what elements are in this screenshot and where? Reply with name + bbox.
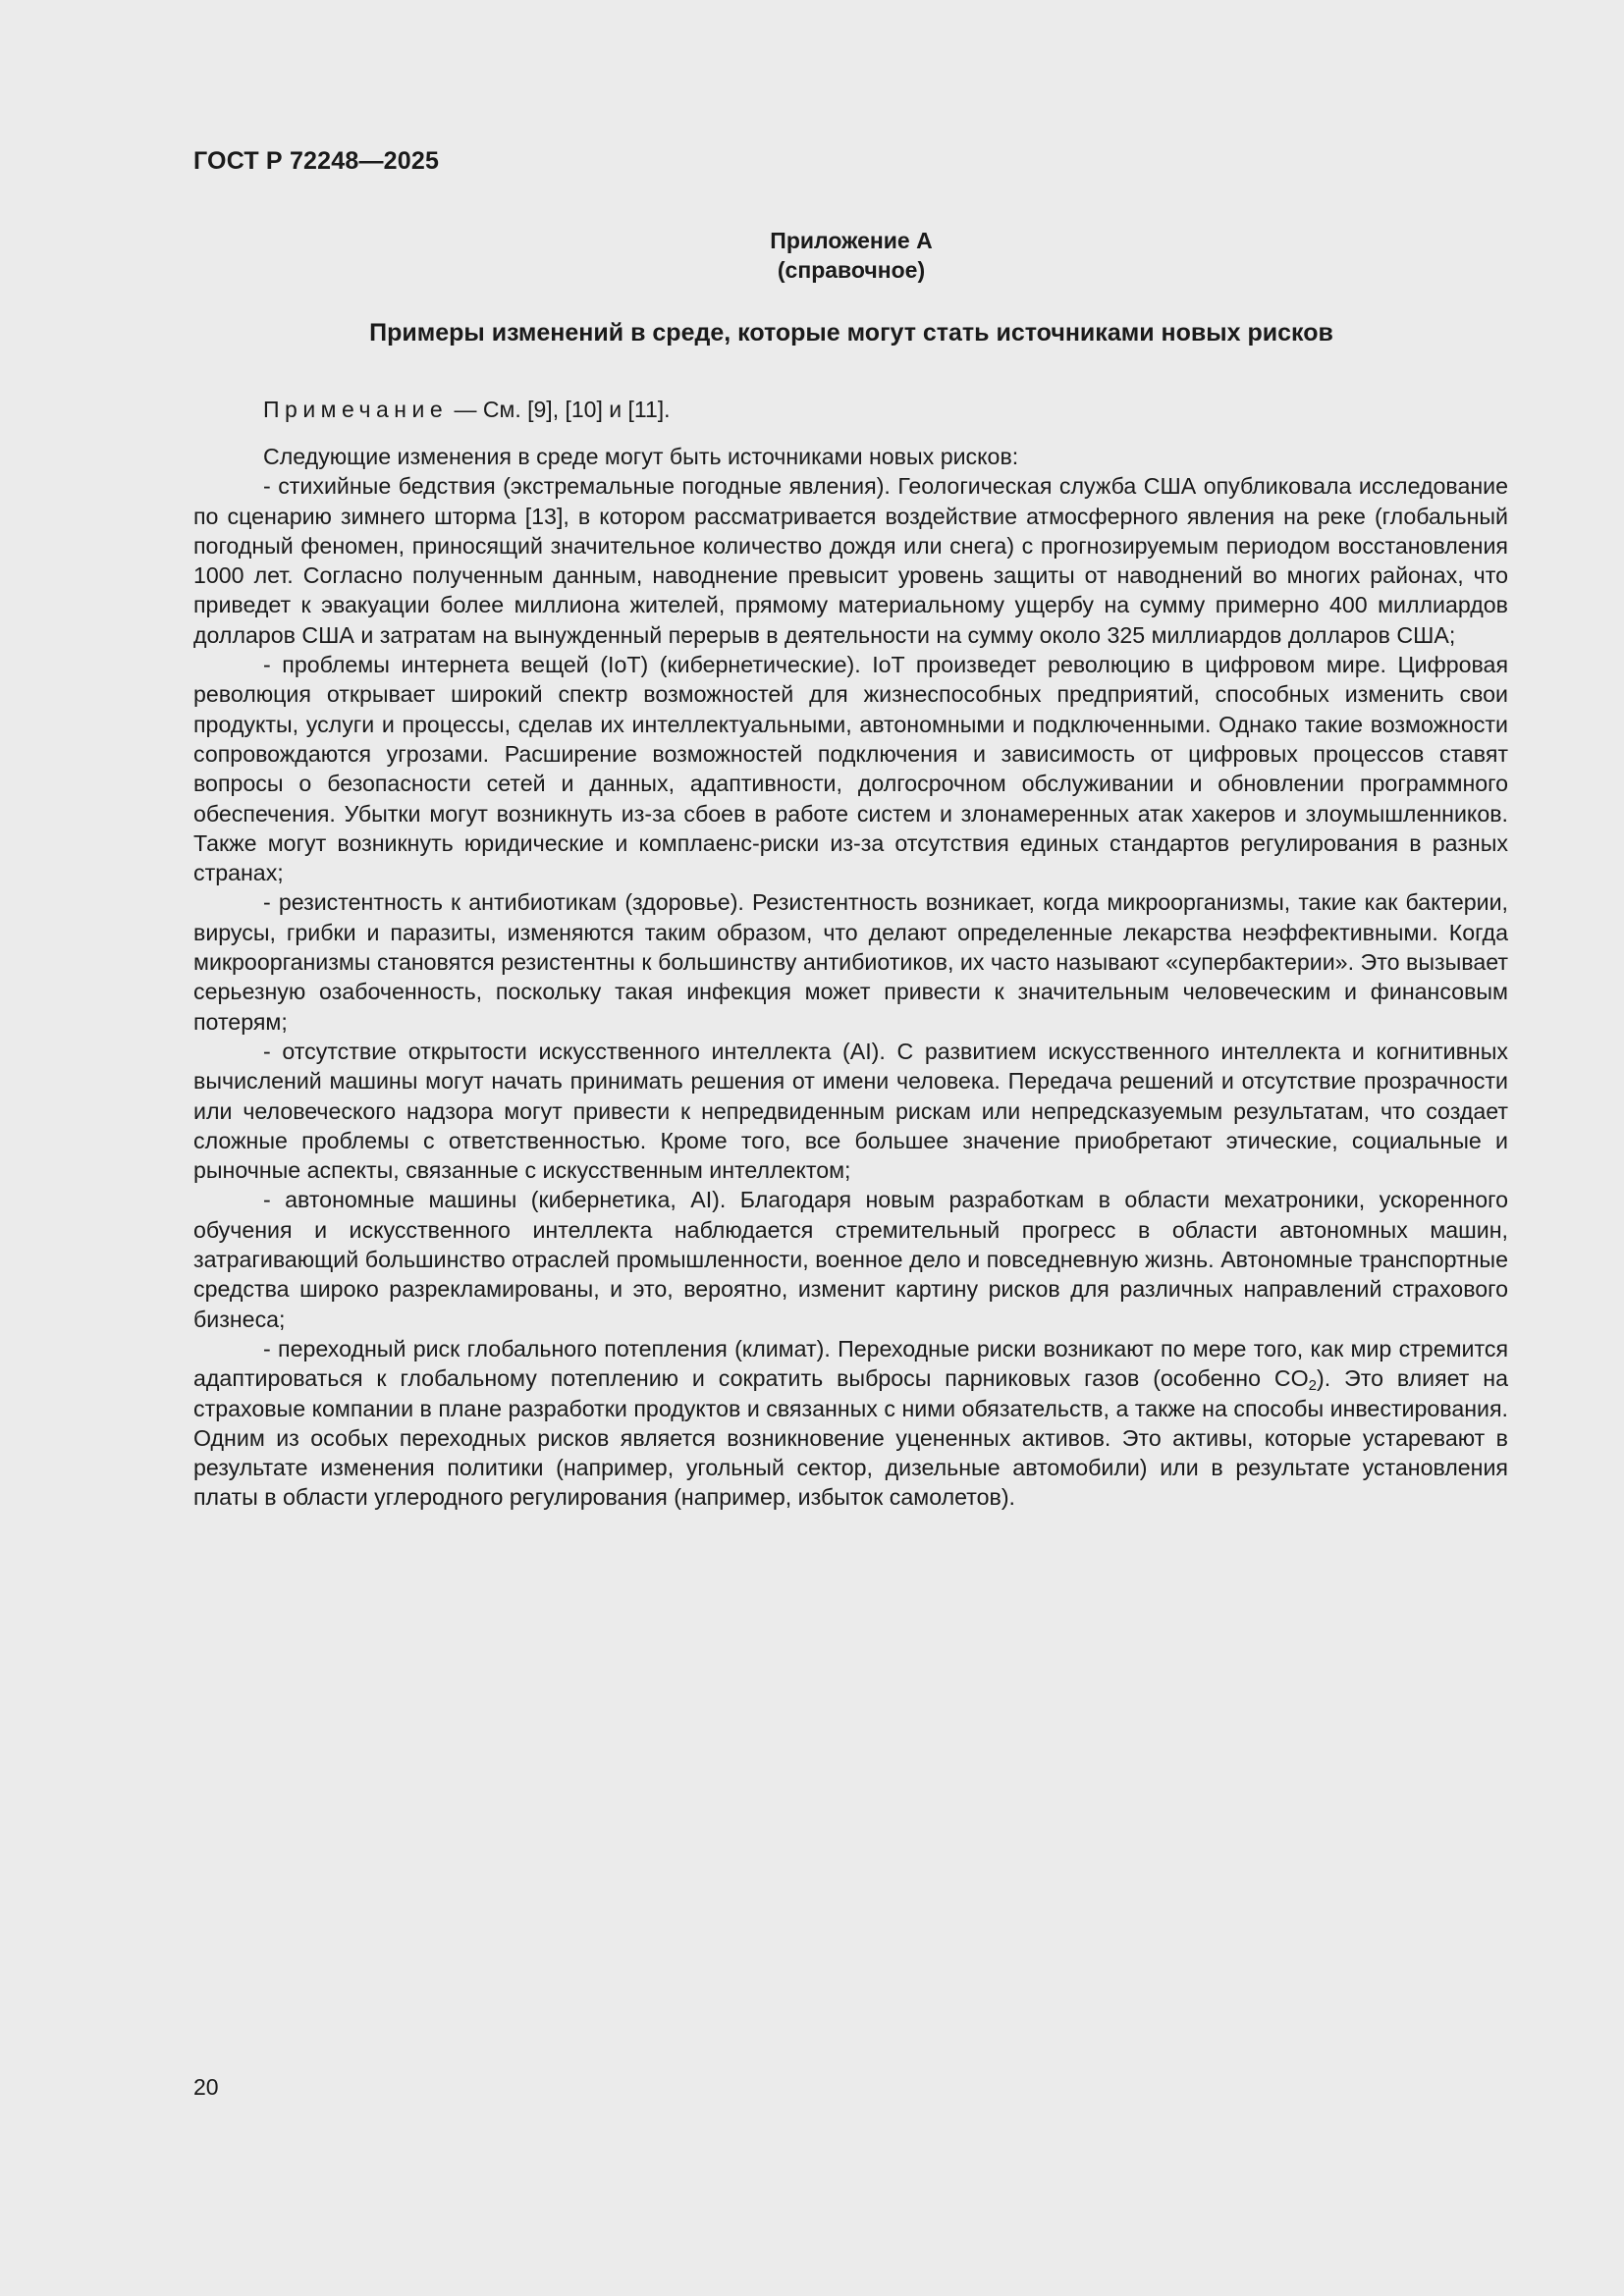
paragraph-natural-disasters: - стихийные бедствия (экстремальные погодные явления). Геологическая служба США опубликовала исследование по сценарию зимнего шторма [13], в котором рассматривается воздействие атмосферного явления на реке (глобальный погодный феномен, приносящий значительное количество дождя или снега) с прогнозируемым периодом восстановления 1000 лет. Согласно полученным данным, наводнение превысит уровень защиты от наводнений во многих районах, что приведет к эвакуации более миллиона жителей, прямому материальному ущербу на сумму примерно 400 миллиардов долларов США и затратам на вынужденный перерыв в деятельности на сумму около 325 миллиардов долларов США; [193, 473, 1508, 648]
body-text [193, 442, 1508, 1513]
note-label: Примечание [263, 397, 449, 422]
paragraph-iot: - проблемы интернета вещей (IoT) (кибернетические). IoT произведет революцию в цифровом мире. Цифровая революция открывает широкий спектр возможностей для жизнеспособных предприятий, способных изменить свои продукты, услуги и процессы, сделав их интеллектуальными, автономными и подключенными. Однако такие возможности сопровождаются угрозами. Расширение возможностей подключения и зависимость от цифровых процессов ставят вопросы о безопасности сетей и данных, адаптивности, долгосрочном обслуживании и обновлении программного обеспечения. Убытки могут возникнуть из-за сбоев в работе систем и злонамеренных атак хакеров и злоумышленников. Также могут возникнуть юридические и комплаенс-риски из-за отсутствия единых стандартов регулирования в разных странах; [193, 652, 1508, 886]
paragraph-intro: Следующие изменения в среде могут быть источниками новых рисков: [263, 444, 1019, 469]
annex-heading: Примеры изменений в среде, которые могут стать источниками новых рисков [369, 319, 1333, 347]
note-text: — См. [9], [10] и [11]. [448, 397, 671, 422]
note [263, 397, 671, 423]
annex-type: (справочное) [777, 257, 926, 283]
document-code: ГОСТ Р 72248—2025 [193, 147, 440, 175]
page-number: 20 [193, 2074, 219, 2100]
co2-subscript: 2 [1308, 1377, 1317, 1395]
paragraph-climate-transition [193, 1334, 1508, 1513]
paragraph-climate-part1: - переходный риск глобального потепления (климат). Переходные риски возникают по мере того, как мир стремится адаптироваться к глобальному потеплению и сократить выбросы парниковых газов (особенно CO [193, 1335, 1508, 1392]
paragraph-climate-part2: ). Это влияет на страховые компании в плане разработки продуктов и связанных с ними обязательств, а также на способы инвестирования. Одним из особых переходных рисков является возникновение уцененных активов. Это активы, которые устаревают в результате изменения политики (например, угольный сектор, дизельные автомобили) или в результате установления платы в области углеродного регулирования (например, избыток самолетов). [193, 1365, 1508, 1511]
paragraph-ai-transparency: - отсутствие открытости искусственного интеллекта (AI). С развитием искусственного интеллекта и когнитивных вычислений машины могут начать принимать решения от имени человека. Передача решений и отсутствие прозрачности или человеческого надзора могут привести к непредвиденным рискам или непредсказуемым результатам, что создает сложные проблемы с ответственностью. Кроме того, все большее значение приобретают этические, социальные и рыночные аспекты, связанные с искусственным интеллектом; [193, 1038, 1508, 1184]
paragraph-antibiotic-resistance: - резистентность к антибиотикам (здоровье). Резистентность возникает, когда микроорганизмы, такие как бактерии, вирусы, грибки и паразиты, изменяются таким образом, что делают определенные лекарства неэффективными. Когда микроорганизмы становятся резистентны к большинству антибиотиков, их часто называют «супербактерии». Это вызывает серьезную озабоченность, поскольку такая инфекция может привести к значительным человеческим и финансовым потерям; [193, 889, 1508, 1035]
annex-title: Приложение А [770, 228, 933, 253]
paragraph-autonomous-machines: - автономные машины (кибернетика, AI). Благодаря новым разработкам в области мехатроники, ускоренного обучения и искусственного интеллекта наблюдается стремительный прогресс в области автономных машин, затрагивающий большинство отраслей промышленности, военное дело и повседневную жизнь. Автономные транспортные средства широко разрекламированы, и это, вероятно, изменит картину рисков для различных направлений страхового бизнеса; [193, 1187, 1508, 1332]
